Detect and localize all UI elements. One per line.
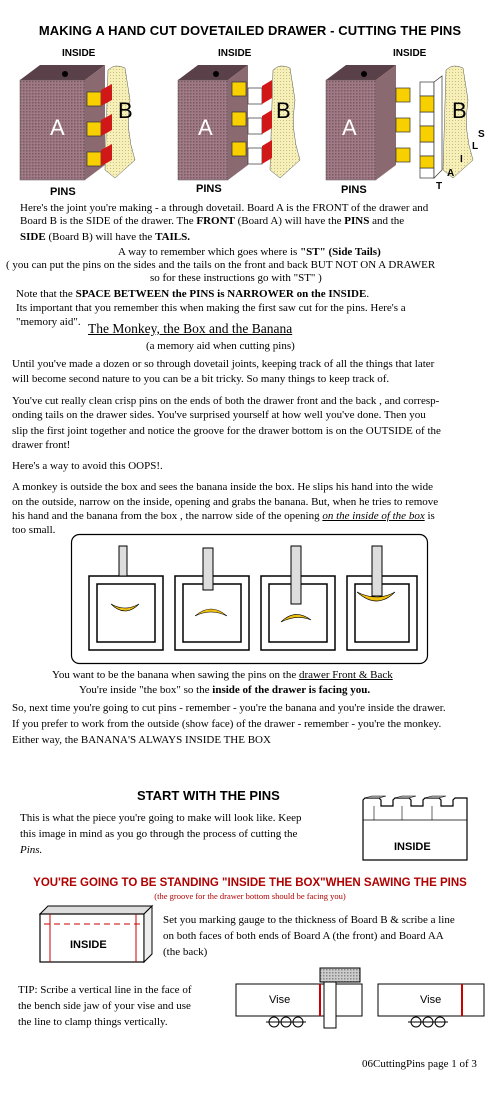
intro-line-1: Here's the joint you're making - a through dovetail. Board A is the FRONT of the drawer and <box>20 202 429 214</box>
remember-line-1: A way to remember which goes where is "ST" (Side Tails) <box>118 246 381 258</box>
monkey-para-1-line-2: will become second nature to you can be a bit tricky. So many things to keep track of. <box>12 373 390 385</box>
monkey-subheading: (a memory aid when cutting pins) <box>146 340 295 352</box>
tip-line-2: the bench side jaw of your vise and use <box>18 1000 191 1012</box>
pins-board-inside-label: INSIDE <box>394 841 431 853</box>
board-a-label: A <box>198 115 213 140</box>
slat-s: S <box>478 129 485 140</box>
standing-subheading: (the groove for the drawer bottom should be facing you) <box>154 891 346 901</box>
start-line-3: Pins. <box>20 844 43 856</box>
tip-line-3: the line to clamp things vertically. <box>18 1016 168 1028</box>
monkey-para-2-line-3: slip the first joint together and notice the groove for the drawer bottom is on the OUTSIDE of the <box>12 425 441 437</box>
board-a-label: A <box>342 115 357 140</box>
monkey-para-4-line-1: A monkey is outside the box and sees the banana inside the box. He slips his hand into the wide <box>12 481 433 493</box>
monkey-heading: The Monkey, the Box and the Banana <box>88 321 293 336</box>
space-note-line-3: "memory aid". <box>16 316 81 328</box>
inside-label-1: INSIDE <box>62 48 96 59</box>
monkey-para-2-line-4: drawer front! <box>12 439 71 451</box>
remember-line-3: so for these instructions go with "ST" ) <box>150 272 322 284</box>
board-b-label: B <box>276 98 291 123</box>
summary-line-1: So, next time you're going to cut pins - remember - you're the banana and you're inside the drawer. <box>12 702 446 714</box>
remember-line-2: ( you can put the pins on the sides and the tails on the front and back BUT NOT ON A DRAWER <box>6 259 436 271</box>
monkey-para-4-line-4: too small. <box>12 524 56 536</box>
gauge-inside-label: INSIDE <box>70 939 107 951</box>
slat-i: I <box>460 154 463 165</box>
intro-line-2: Board B is the SIDE of the drawer. The FRONT (Board A) will have the PINS and the <box>20 215 405 227</box>
monkey-para-4-line-2: on the outside, narrow on the inside, opening and grabs the banana. But, when he tries to remove <box>12 496 439 508</box>
gauge-line-2: on both faces of both ends of Board A (the front) and Board AA <box>163 930 444 942</box>
intro-line-3: SIDE (Board B) will have the TAILS. <box>20 231 191 243</box>
banana-box-illustration <box>71 534 428 664</box>
board-a-label: A <box>50 115 65 140</box>
start-line-2: this image in mind as you go through the process of cutting the <box>20 828 298 840</box>
space-note-line-2: Its important that you remember this when making the first saw cut for the pins. Here's a <box>16 302 406 314</box>
inside-label-2: INSIDE <box>218 48 252 59</box>
vise-label-1: Vise <box>269 994 291 1006</box>
board-gauge-diagram <box>36 904 156 964</box>
monkey-para-3: Here's a way to avoid this OOPS!. <box>12 460 163 472</box>
pins-label-3: PINS <box>341 184 367 196</box>
monkey-para-2-line-2: onding tails on the drawer sides. You've surprised yourself at how well you've done. Then you <box>12 409 426 421</box>
tip-line-1: TIP: Scribe a vertical line in the face of <box>18 984 192 996</box>
slat-l: L <box>472 141 479 152</box>
pins-board-diagram <box>362 796 470 862</box>
banana-caption-line-1: You want to be the banana when sawing the pins on the drawer Front & Back <box>52 669 393 681</box>
slat-t: T <box>436 181 443 192</box>
pins-group-1 <box>87 84 112 166</box>
dovetail-figure-2 <box>178 60 318 190</box>
pins-label-2: PINS <box>196 183 222 195</box>
monkey-para-4-line-3: his hand and the banana from the box , the narrow side of the opening on the inside of the box is <box>12 510 435 522</box>
summary-line-3: Either way, the BANANA'S ALWAYS INSIDE THE BOX <box>12 734 271 746</box>
gauge-line-1: Set you marking gauge to the thickness of Board B & scribe a line <box>163 914 455 926</box>
slat-a: A <box>447 168 455 179</box>
start-line-1: This is what the piece you're going to make will look like. Keep <box>20 812 302 824</box>
pins-label-1: PINS <box>50 186 76 198</box>
standing-heading: YOU'RE GOING TO BE STANDING "INSIDE THE BOX"WHEN SAWING THE PINS <box>33 877 467 889</box>
start-heading: START WITH THE PINS <box>137 788 280 803</box>
monkey-para-2-line-1: You've cut really clean crisp pins on the ends of both the drawer front and the back , and corresp- <box>12 395 440 407</box>
dovetail-figure-1 <box>20 60 160 190</box>
board-b-label: B <box>118 98 133 123</box>
space-note-line-1: Note that the SPACE BETWEEN the PINS is NARROWER on the INSIDE. <box>16 288 370 300</box>
page-title: MAKING A HAND CUT DOVETAILED DRAWER - CUTTING THE PINS <box>38 23 462 38</box>
inside-label-3: INSIDE <box>393 48 427 59</box>
vise-label-2: Vise <box>420 994 442 1006</box>
monkey-para-1-line-1: Until you've made a dozen or so through dovetail joints, keeping track of all the things that later <box>12 358 435 370</box>
banana-caption-line-2: You're inside "the box" so the inside of the drawer is facing you. <box>79 684 371 696</box>
vise-diagram-1 <box>236 966 366 1030</box>
page-footer: 06CuttingPins page 1 of 3 <box>362 1058 477 1070</box>
gauge-line-3: (the back) <box>163 946 208 958</box>
summary-line-2: If you prefer to work from the outside (show face) of the drawer - remember - you're the monkey. <box>12 718 442 730</box>
board-b-label: B <box>452 98 467 123</box>
dovetail-figure-3 <box>326 60 486 190</box>
vise-diagram-2 <box>378 966 488 1030</box>
